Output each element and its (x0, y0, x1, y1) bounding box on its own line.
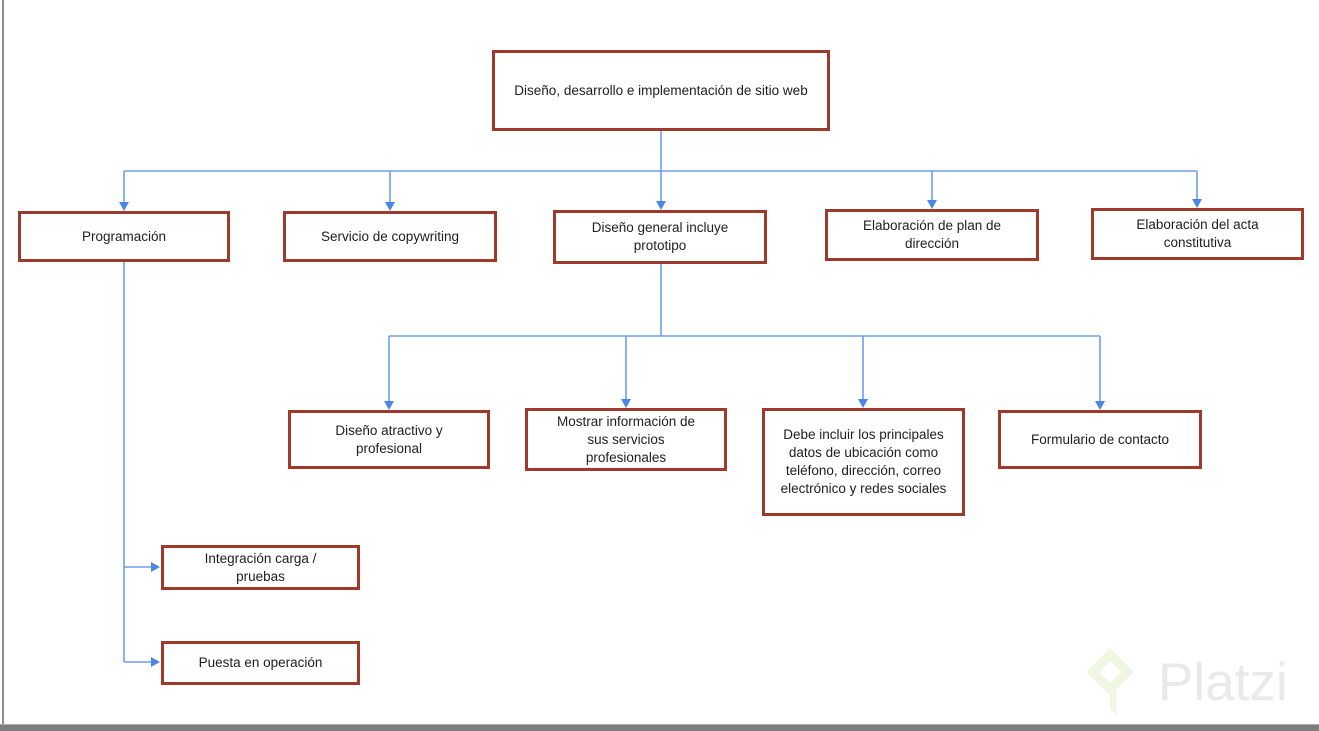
node-programacion (18, 211, 230, 262)
arrowhead-down-icon (927, 200, 937, 209)
arrowhead-right-icon (151, 657, 160, 667)
node-label: Integración carga / pruebas (204, 550, 317, 584)
node-label: Diseño general incluye prototipo (591, 220, 729, 253)
node-label: Puesta en operación (198, 655, 323, 670)
node-datos-ubicacion (762, 408, 965, 516)
node-copywriting (283, 211, 497, 262)
watermark-brand-text: Platzi (1158, 653, 1288, 712)
arrowhead-down-icon (119, 202, 129, 211)
arrowhead-down-icon (384, 401, 394, 410)
arrowhead-down-icon (385, 202, 395, 211)
node-plan-direccion (825, 209, 1039, 261)
node-diseno-atractivo (288, 410, 490, 469)
node-integracion-pruebas (161, 545, 360, 590)
node-label: Servicio de copywriting (320, 228, 460, 244)
node-label: Elaboración del acta constitutiva (1136, 217, 1259, 250)
node-puesta-operacion (161, 641, 360, 685)
node-formulario-contacto (998, 410, 1202, 469)
node-label: Diseño, desarrollo e implementación de sitio web (514, 82, 808, 98)
arrowhead-down-icon (621, 399, 631, 408)
arrowhead-down-icon (1192, 199, 1202, 208)
arrowhead-down-icon (656, 201, 666, 210)
node-label: Diseño atractivo y profesional (335, 422, 443, 456)
node-label: Formulario de contacto (1030, 431, 1170, 447)
page-bottom-bar (0, 724, 1319, 731)
node-diseno-general (553, 210, 767, 264)
node-acta-constitutiva (1091, 208, 1304, 260)
node-label: Mostrar información de sus servicios profesionales (556, 413, 696, 465)
node-label: Elaboración de plan de dirección (862, 218, 1002, 251)
arrowhead-down-icon (858, 399, 868, 408)
platzi-diamond-icon (1084, 646, 1136, 731)
arrowhead-right-icon (151, 562, 160, 572)
node-label: Debe incluir los principales datos de ubicación como teléfono, dirección, correo electrónico y redes sociales (780, 427, 947, 496)
arrowhead-down-icon (1095, 401, 1105, 410)
page-left-edge (2, 0, 4, 724)
node-root (492, 50, 830, 131)
node-label: Programación (81, 228, 167, 244)
node-mostrar-informacion (525, 408, 727, 471)
